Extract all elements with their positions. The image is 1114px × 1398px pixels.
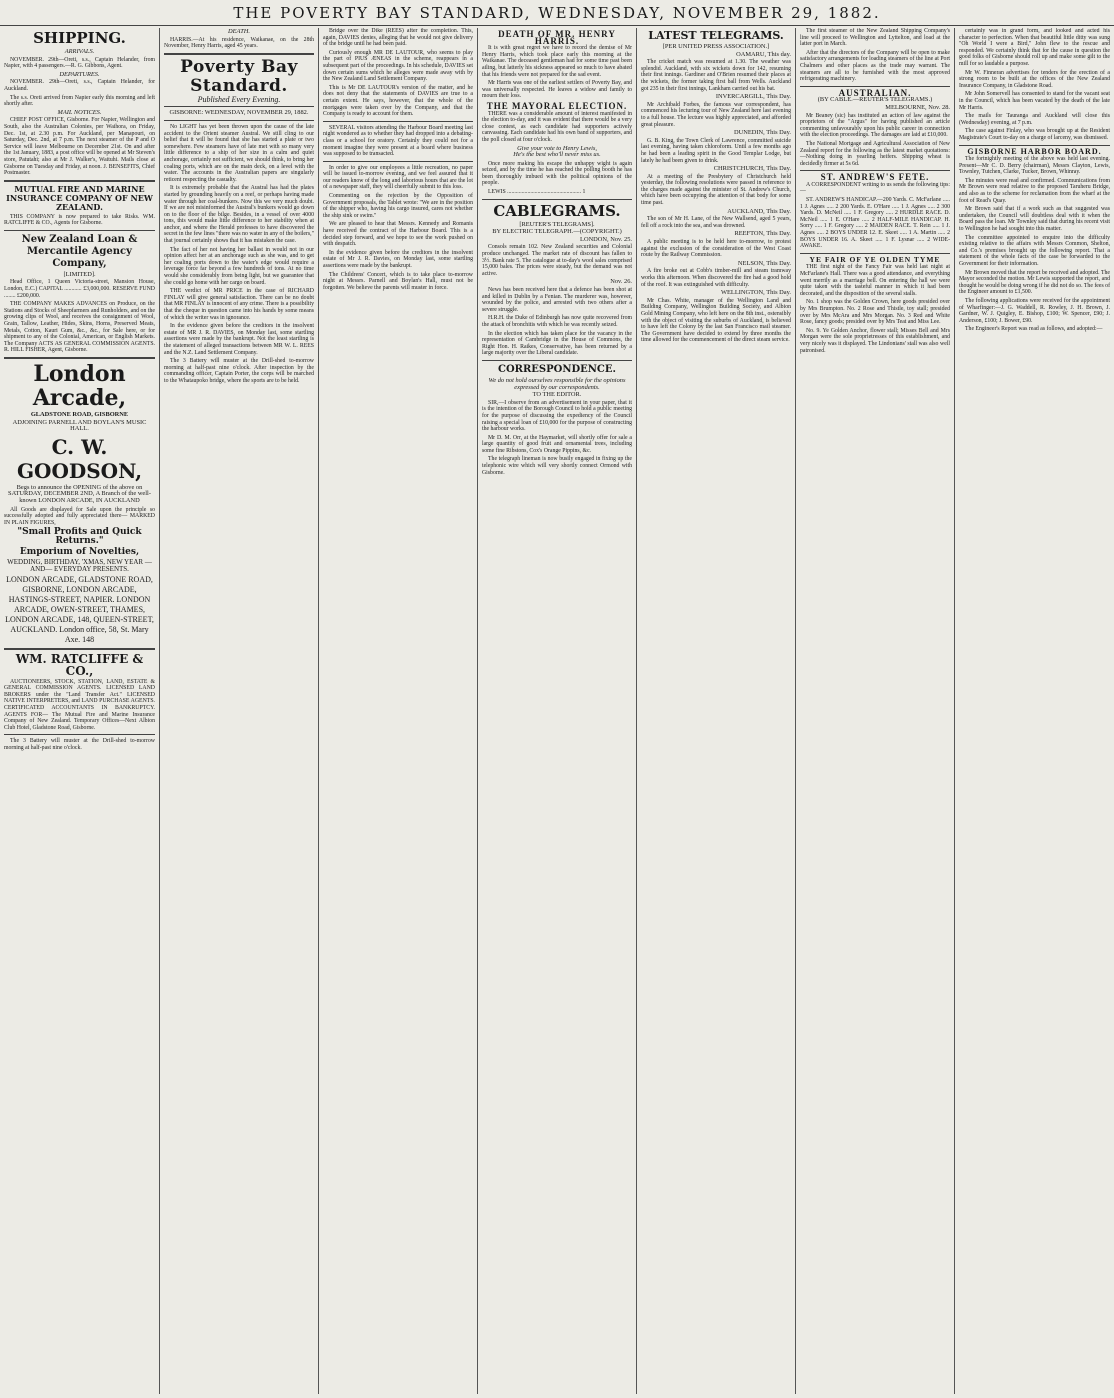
ratcliffe-heading: WM. RATCLIFFE & CO., <box>15 651 144 678</box>
dunedin-dateline: DUNEDIN, This Day. <box>734 129 791 137</box>
departures-heading: DEPARTURES. <box>59 70 100 78</box>
auckland-dateline: AUCKLAND, This Day. <box>727 207 791 215</box>
st-andrews-intro: A CORRESPONDENT writing to us sends the following tips:— <box>800 181 950 195</box>
arcade-heading: London Arcade, <box>32 361 127 411</box>
wedding-text: WEDDING, BIRTHDAY, 'XMAS, NEW YEAR —AND— EVERYDAY PRESENTS. <box>7 558 152 573</box>
reefton-text: A public meeting is to be held here to-morrow, to protest against the exclusion of the consideration of the West Coast route by the Railway Commission. <box>641 239 791 259</box>
dunedin-text: G. B. King, the Town Clerk of Lawrence, committed suicide last evening, having taken chloroform. Until a few months ago he had been a leading spirit in the Good Templar Lodge, but lately he had been given to drink. <box>641 137 791 164</box>
mayoral-p2: Once more making his escape the unhappy wight is again seized, and by the time he has reached the polling booth he has been thoroughly imbued with the political opinions of the people. <box>482 160 632 187</box>
telegrams-sub: [PER UNITED PRESS ASSOCIATION.] <box>662 43 770 50</box>
col3-p2: Curiously enough MR DE LAUTOUR, who seems to play the part of PIUS ÆNEAS in the scheme, reappears in a subsequent part of the proceedings. In his schedule, DAVIES set down certain sums which he alleges were made away with by the New Zealand Land Settlement Company. <box>323 49 473 83</box>
correspondence-note: We do not hold ourselves responsible for the opinions expressed by our correspondents. <box>488 376 626 391</box>
cablegrams-sub: [REUTER'S TELEGRAMS]. <box>519 220 595 228</box>
small-profits: "Small Profits and Quick Returns." <box>17 527 142 547</box>
arcade-sub: GLADSTONE ROAD, GISBORNE <box>30 411 129 418</box>
death-text: HARRIS.—At his residence, Waikanae, on the 28th November, Henry Harris, aged 45 years. <box>164 36 314 50</box>
harris-p1: It is with great regret we have to record the demise of Mr Henry Harris, which took place early this morning at the Waikanae. The deceased gentleman had for some time past been ailing, but latterly his sickness appeared so much to have abated that his friends were not prepared for the sad event. <box>482 45 632 78</box>
mutual-heading: MUTUAL FIRE AND MARINE INSURANCE COMPANY OF NEW ZEALAND. <box>6 183 153 212</box>
correspondence-heading: CORRESPONDENCE. <box>497 363 616 375</box>
editorial-p5: In the evidence given before the creditors in the insolvent estate of MR J. R. DAVIES, on Monday last, some startling assertions were made by the bankrupt. Not the least startling is the statement of alleged transactions between MR W. L. REES and the N.Z. Land Settlement Company. <box>164 323 314 356</box>
column-1 <box>0 28 159 1394</box>
melbourne-dateline: MELBOURNE, Nov. 28. <box>885 103 950 111</box>
arcade-addresses: LONDON ARCADE, GLADSTONE ROAD, GISBORNE, LONDON ARCADE, HASTINGS-STREET, NAPIER. LONDON ARCADE, OWEN-STREET, THAMES, LONDON ARCADE, 148, QUEEN-STREET, AUCKLAND. London office, 58, St. Mary Axe. 148 <box>5 574 154 644</box>
melbourne-text2: The National Mortgage and Agricultural Association of New Zealand report for the following as the latest market quotations:—Nothing doing in yearling heifers. Shipping wheat is decidedly firmer at 5s 6d. <box>800 140 950 167</box>
harbor-p5: Mr Brown moved that the report be received and adopted. The Mayor seconded the motion. Mr Lewis supported the report, and thought he would be doing wrong if he did not do so. The fees of the Engineer amount to £1,500. <box>959 269 1110 296</box>
column-3 <box>319 28 477 1394</box>
fair-text3: No. 9. Ye Golden Anchor, flower stall; Misses Bell and Mrs Morgan were the sole proprietresses of this establishment, and very nicely was it displayed. The Lindonians' stall was also well patronised. <box>800 327 950 354</box>
mail-text: CHIEF POST OFFICE, Gisborne. For Napier, Wellington and South, also the Australian Colonies, per Waihora, on Friday, Dec. 1st, at 2.30 p.m. For Auckland, per Manapouri, on Saturday, Dec. 2nd, at 7 p.m. The next steamer of the P and O Service will leave Melbourne on December 21st. On and after the 1st January, 1883, a post office will be opened at Mr Steven's store, Patutahi; also at Mr J. Walker's, Waituhi. Mails close at Gisborne on Tuesday and Friday, at noon. J. BENSEFITS, Chief Postmaster. <box>4 117 155 177</box>
nelson-text: A fire broke out at Cobb's timber-mill and steam tramway works this afternoon. When discovered the fire had a good hold of the roof. It was extinguished with difficulty. <box>641 268 791 288</box>
death-heading: DEATH. <box>228 28 250 35</box>
harbor-p2: The minutes were read and confirmed. Communications from Mr Brown were read relative to the proposed Taruheru Bridge, and also as to the scheme for reclamation from the wharf at the foot of Read's Quay. <box>959 177 1110 204</box>
wellington-dateline: WELLINGTON, This Day. <box>721 289 791 297</box>
editorial-p4: THE verdict of MR PRICE in the case of RICHARD FINLAY will give general satisfaction. There can be no doubt that MR FINLAY is innocent of any crime. There is a possibility that the cheque in question came into his hands by some means of which the writer was in ignorance. <box>164 288 314 321</box>
harbor-p3: Mr Brown said that if a work such as that suggested was undertaken, the Council will doubtless deal with it when the Board pass the loan. Mr Townley said that during his recent visit to Wellington he had sought into this matter. <box>959 206 1110 233</box>
cablegrams-heading: CABLEGRAMS. <box>493 201 621 220</box>
cablegrams-sub2: BY ELECTRIC TELEGRAPH.—(COPYRIGHT.) <box>492 228 622 236</box>
wellington-text: Mr Chas. White, manager of the Wellington Land and Building Company, Wellington Building Society, and Albion Gold Mining Company, who left here on the 8th inst., ostensibly with the object of visiting the suburbs of Auckland, is believed to have left the Colony by the last San Francisco mail steamer. The Government have decided to extend by three months the time allowed for the commencement of the direct steam service. <box>641 297 791 344</box>
editorial-p2: It is extremely probable that the Austral has had the plates started by grounding heavily on a reef, or perhaps having made water through her coal-bunkers. Now this we very much doubt. If we are not misinformed the Austral's bunkers would go down on to the floor of the bilge. Besides, in a vessel of over 4000 tons, this would make little difference to her stability when at anchor, and where the Herald professes to have discovered the secret in the few lines "there was no water in any of the boilers," that journal certainly shows that it has mistaken the case. <box>164 185 314 245</box>
mutual-text: THIS COMPANY is now prepared to take Risks. WM. RATCLIFFE & CO., Agents for Gisborne. <box>4 213 155 227</box>
arcade-sub2: ADJOINING PARNELL AND BOYLAN'S MUSIC HALL. <box>12 418 147 433</box>
harris-p2: Mr Harris was one of the earliest settlers of Poverty Bay, and was universally respected. He leaves a widow and family to mourn their loss. <box>482 80 632 100</box>
col7-p5: The case against Finlay, who was brought up at the Resident Magistrate's Court to-day on a charge of larceny, was dismissed. <box>959 128 1110 141</box>
cable-date: LONDON, Nov. 25. <box>580 235 632 243</box>
col7-p4: The mails for Tauranga and Auckland will close this (Wednesday) evening, at 7 p.m. <box>959 113 1110 126</box>
nzl-text: Head Office, 1 Queen Victoria-street, Mansion House, London, E.C.) CAPITAL ............ £3,000,000. RESERVE FUND ........ £200,000. <box>4 279 155 299</box>
mayoral-p1: THERE was a considerable amount of interest manifested in the election to-day, and it was evident that there would be a very close contest, as each candidate had supporters actively canvassing. Each candidate had his own band of supporters, and the poll closed at four o'clock. <box>482 110 632 143</box>
col3-p9: The Childrens' Concert, which is to take place to-morrow night at Messrs. Parnell and Boylan's Hall, must not be forgotten. We believe the parents will muster in force. <box>323 271 473 291</box>
nelson-dateline: NELSON, This Day. <box>737 259 791 267</box>
col7-p1: certainly was in grand form, and looked and acted his character to perfection. When that beautiful little ditty was sung "Oh World I were a Bird," John flew to the rescue and responded. We certainly think that for the cause in question the good folks of Gisborne should roll up and make some gilt to the mill for so laudable a purpose. <box>959 28 1110 67</box>
col3-p5: In order to give our employees a little recreation, no paper will be issued to-morrow evening, and we feel assured that it our readers know of the long and laborious hours that are the lot of a newspaper staff, they will cheerfully submit to this loss. <box>323 164 473 191</box>
harbor-p4: The committee appointed to enquire into the difficulty existing relative to the affairs with Messrs Common, Shelton, and Co.'s premises brought up the following report. That a statement of the whole facts of the case be forwarded to the Government for their information. <box>959 234 1110 267</box>
harris-heading: DEATH OF MR. HENRY HARRIS. <box>498 29 616 46</box>
emporium-heading: Emporium of Novelties, <box>19 547 140 558</box>
correspondence-p2: Mr D. M. Orr, at the Haymarket, will shortly offer for sale a large quantity of good fruit and ornamental trees, including some fine Ribstons, Cox's Orange Pippins, &c. <box>482 434 632 454</box>
col7-p2: Mr W. Finneran advertises for tenders for the erection of a strong room to be built at the offices of the New Zealand Insurance Company, in Gladstone Road. <box>959 69 1110 89</box>
col6-p1: The first steamer of the New Zealand Shipping Company's line will proceed to Wellington and Lyttelton, and load at the latter port in March. <box>800 28 950 48</box>
arrivals-heading: ARRIVALS. <box>64 48 95 55</box>
fair-text: THE first night of the Fancy Fair was held last night at McFarlane's Hall. There was a good attendance, and everything went merrily as a marriage bell. On entering the hall we were quite taken with the tasteful manner in which it had been decorated, and the disposition of the several stalls. <box>800 264 950 297</box>
goodson-heading: C. W. GOODSON, <box>16 434 143 483</box>
cable-p2: News has been received here that a defence has been shot at and killed in Dublin by a Fenian. The murderer was, however, wounded by the police, and arrested with two others after a severe struggle. <box>482 287 632 313</box>
harbor-board-heading: GISBORNE HARBOR BOARD. <box>967 146 1102 156</box>
cable-date2: Nov. 26. <box>610 278 632 286</box>
departures-text: NOVEMBER. 29th—Oreti, s.s., Captain Helander, for Auckland. <box>4 79 155 92</box>
column-7 <box>955 28 1114 1394</box>
column-2 <box>160 28 318 1394</box>
col3-p1: Bridge over the Dike (REES) after the completion. This, again, DAVIES denies, alleging that he would not give delivery of the bridge until he had been paid. <box>323 28 473 48</box>
fair-text2: No. 1 shop was the Golden Crown, here goods presided over by Mrs Brumpton. No. 2 Rose and Thistle, toy stall; presided over by Mrs McAra and Mrs Morgan. No. 3 Red and White Rose, fancy goods; presided over by Mrs Teat and Miss Lee. <box>800 299 950 326</box>
fair-heading: YE FAIR OF YE OLDEN TYME <box>809 254 941 264</box>
christchurch-dateline: CHRISTCHURCH, This Day. <box>713 165 791 173</box>
column-5 <box>637 28 795 1394</box>
nzl-sub: [LIMITED]. <box>63 270 96 278</box>
published-line: Published Every Evening. <box>197 94 281 104</box>
st-andrews-heading: ST. ANDREW'S FETE. <box>820 172 930 183</box>
mayoral-poem: Give your vote to Henry Lewis, He's the best who'll never miss us. <box>513 144 601 159</box>
ratcliffe-text: AUCTIONEERS, STOCK, STATION, LAND, ESTATE & GENERAL COMMISSION AGENTS. LICENSED LAND BROKERS under the "Land Transfer Act." LICENSED NATIVE INTERPRETERS, and LAND PURCHASE AGENTS. CERTIFICATED ACCOUNTANTS IN BANKRUPTCY. AGENTS FOR— The Mutual Fire and Marine Insurance Company of New Zealand. Temporary Offices—Next Albion Club Hotel, Gladstone Road, Gisborne. <box>4 678 155 731</box>
invercargill-dateline: INVERCARGILL, This Day. <box>715 93 791 101</box>
melbourne-text: Mr Beaney (sic) has instituted an action of law against the proprietors of the "Argus" for having published an article commenting unfavourably upon his public career in connection with the election proceedings. The damages are laid at £10,000. <box>800 112 950 139</box>
harbor-p7: The Engineer's Report was read as follows, and adopted:— <box>965 326 1103 333</box>
australian-heading: AUSTRALIAN. <box>838 87 912 98</box>
mayoral-result: LEWIS ................................................... 1 <box>488 189 586 196</box>
col1-bottom: The 3 Battery will muster at the Drill-shed to-morrow morning at half-past nine o'clock. <box>4 738 155 751</box>
christchurch-text: At a meeting of the Presbytery of Christchurch held yesterday, the following resolutions were passed in reference to the charges made against the minister of St. Andrew's Church, which have been occupying the attention of that body for some time past. <box>641 173 791 207</box>
shipping-heading: SHIPPING. <box>33 29 126 47</box>
shipping-notice: The s.s. Oreti arrived from Napier early this morning and left shortly after. <box>4 94 155 108</box>
column-4 <box>478 28 636 1394</box>
correspondence-p3: The telegraph lineman is now busily engaged in fixing up the telephonic wire which will very shortly connect Ormond with Gisborne. <box>482 456 632 476</box>
arrivals-text: NOVEMBER. 29th—Oreti, s.s., Captain Helander, from Napier, with 4 passengers.—R. G. Gibbons, Agent. <box>4 56 155 70</box>
editorial-p3: The fact of her not having her ballast in would not in our opinion affect her at an anchorage such as she was, and to get her coaling ports down to the water's edge would require a leverage force far beyond a few hundreds of tons. At no time would she considerably from being light, but we guarantee that she could go home with her cargo on board. <box>164 246 314 286</box>
cable-p3: H.R.H. the Duke of Edinburgh has now quite recovered from the attack of bronchitis with which he was recently seized. <box>482 315 632 328</box>
col3-p6: Commenting on the rejection by the Opposition of Government proposals, the Tablet wrote: "We are in the position of the shipper who, having his cargo insured, cares not whether the ship sink or swim." <box>323 193 473 219</box>
issue-date: GISBORNE: WEDNESDAY, NOVEMBER 29, 1882. <box>169 109 309 117</box>
mail-heading: MAIL NOTICES. <box>57 108 102 116</box>
col3-p8: In the evidence given before the creditors in the insolvent estate of Mr J. R. Davies, on Monday last, some startling assertions were made by the bankrupt. <box>323 249 473 269</box>
oamaru-dateline: OAMARU, This day. <box>736 50 791 58</box>
editorial-p1: No LIGHT has yet been thrown upon the cause of the late accident to the Orient steamer Austral. We still cling to our belief that it will be found that she has started a plate or two somewhere. Few steamers have of late met with so many very little difference to a ship of her size in a calm and quiet anchorage, certainly not sufficient, we should think, to bring her coaling ports, which are on the main deck, on a level with the water. The accounts in the Australian papers are singularly reticent respecting the casualty. <box>164 123 314 183</box>
correspondence-p1: SIR,—I observe from an advertisement in your paper, that it is the intention of the Borough Council to hold a public meeting for the purpose of discussing the expediency of the Council raising a special loan of £10,000 for the purpose of constructing the harbour works. <box>482 399 632 433</box>
australian-sub: (BY CABLE.—REUTER'S TELEGRAMS.) <box>817 96 933 104</box>
invercargill-text: Mr Archibald Forbes, the famous war correspondent, has commenced his lecturing tour of New Zealand here last evening to a full house. The lecture was highly appreciated, and afforded great pleasure. <box>641 101 791 128</box>
correspondence-to: TO THE EDITOR. <box>532 391 582 399</box>
harbor-p6: The following applications were received for the appointment of Wharfinger:—J. G. Waddell, R. Rowley, J. H. Brown, J. Gardner, W. J. Quigley, E. Bishop, £100; W. Spencer, £90; J. Anderson, £100; J. Bower, £90. <box>959 297 1110 324</box>
cable-p1: Consols remain 102. New Zealand securities and Colonial produce unchanged. The market rate of discount has fallen to 3½. Bank rate 5. The catalogue at to-day's wool sales comprised 15,000 bales. The prices were steady, but the demand was not active. <box>482 244 632 277</box>
masthead: THE POVERTY BAY STANDARD, WEDNESDAY, NOVEMBER 29, 1882. <box>0 0 1114 26</box>
mayoral-heading: THE MAYORAL ELECTION. <box>486 100 628 111</box>
auckland-text: The son of Mr H. Lane, of the New Wallsend, aged 5 years, fell off a rock into the sea, and was drowned. <box>641 216 791 229</box>
harbor-p1: The fortnightly meeting of the above was held last evening. Present—Mr C. D. Berry (chairman), Messrs Clayton, Lewis, Townley, Tutchen, Clarke, Tucker, Brown, Whinray. <box>959 156 1110 176</box>
col3-p3: This is Mr DE LAUTOUR's version of the matter, and he does not deny that the statements of DAVIES are true to a certain extent. He says, however, that the whole of the mortgages were taken over by the Company, and that the Company is ready to account for them. <box>323 84 473 118</box>
cable-p4: In the election which has taken place for the vacancy in the representation of Cambridge in the House of Commons, the Right Hon. H. Raikes, Conservative, has been returned by a large majority over the Liberal candidate. <box>482 330 632 357</box>
goodson-body: All Goods are displayed for Sale upon the principle so successfully adopted and fully appreciated there— MARKED IN PLAIN FIGURES, <box>4 506 155 526</box>
col6-p2: After that the directors of the Company will be open to make satisfactory arrangements for loading steamers of the line at Port Chalmers and other places as the trade may warrant. The steamers are all to be furnished with the most approved refrigerating machinery. <box>800 49 950 83</box>
reefton-dateline: REEFTON, This Day. <box>734 230 791 238</box>
paper-title: Poverty Bay Standard. <box>180 56 298 96</box>
nzl-heading: New Zealand Loan & Mercantile Agency Company, <box>21 233 138 269</box>
column-6 <box>796 28 954 1394</box>
latest-telegrams-heading: LATEST TELEGRAMS. <box>648 29 784 42</box>
st-andrews-tips: ST. ANDREW'S HANDICAP.—200 Yards. C. McFarlane ..... 1 J. Agnes ..... 2 200 Yards. E. O'Hare ..... 1 J. Agnes ..... 2 300 Yards. D. McNeil ..... 1 F. Gregory ..... 2 HURDLE RACE. D. McNeil ..... 1 E. O'Hare ..... 2 HALF-MILE HANDICAP. H. Sorry ..... 1 F. Gregory ..... 2 MAIDEN RACE. T. Rein ..... 1 J. Agnes ..... 2 BOYS UNDER 12. E. Skeet ..... 1 A. Martin ..... 2 BOYS UNDER 16. A. Skeet ..... 1 F. Lysnar ..... 2 WIDE-AWAKE. <box>800 197 950 250</box>
col7-p3: Mr John Somervell has consented to stand for the vacant seat in the Council, which has been vacated by the death of the late Mr Harris. <box>959 91 1110 111</box>
col3-p4: SEVERAL visitors attending the Harbour Board meeting last night wondered as to whether they had dropped into a debating-class or a school for oratory. Certainly they could not for a moment imagine they were present at a board where business was supposed to be transacted. <box>323 124 473 158</box>
editorial-p6: The 3 Battery will muster at the Drill-shed to-morrow morning at half-past nine o'clock. After inspection by the commanding officer, Captain Porter, the corps will be marched to the Whataupoko bridge, where the sports are to be held. <box>164 358 314 384</box>
goodson-text: Begs to announce the OPENING of the above on SATURDAY, DECEMBER 2ND, A Branch of the well-known LONDON ARCADE, IN AUCKLAND <box>8 483 151 504</box>
oamaru-text: The cricket match was resumed at 1.30. The weather was splendid. Auckland, with six wickets down for 142, resuming their first innings. Gardiner and O'Brien resumed their places at the wickets, the former taking first ball from Wells. Auckland got 235 in their first innings, Lankham carried out his bat. <box>641 59 791 92</box>
col3-p7: We are pleased to hear that Messrs. Kennedy and Romanis have received the contract of the Harbour Board. This is a decided step forward, and we hope to see the work pushed on with despatch. <box>323 221 473 248</box>
nzl-body: THE COMPANY MAKES ADVANCES on Produce, on the Stations and Stocks of Sheepfarmers and Runholders, and on the growing clips of Wool, and receives the consignment of Wool, Grain, Tallow, Leather, Hides, Skins, Horns, Preserved Meats, Metals, Cotton, Kauri Gum, &c., &c., for Sale here, or for shipment to any of the Colonial, American, or English Markets. The Company ACTS AS GENERAL COMMISSION AGENTS. R. HILL FISHER, Agent, Gisborne. <box>4 301 155 354</box>
